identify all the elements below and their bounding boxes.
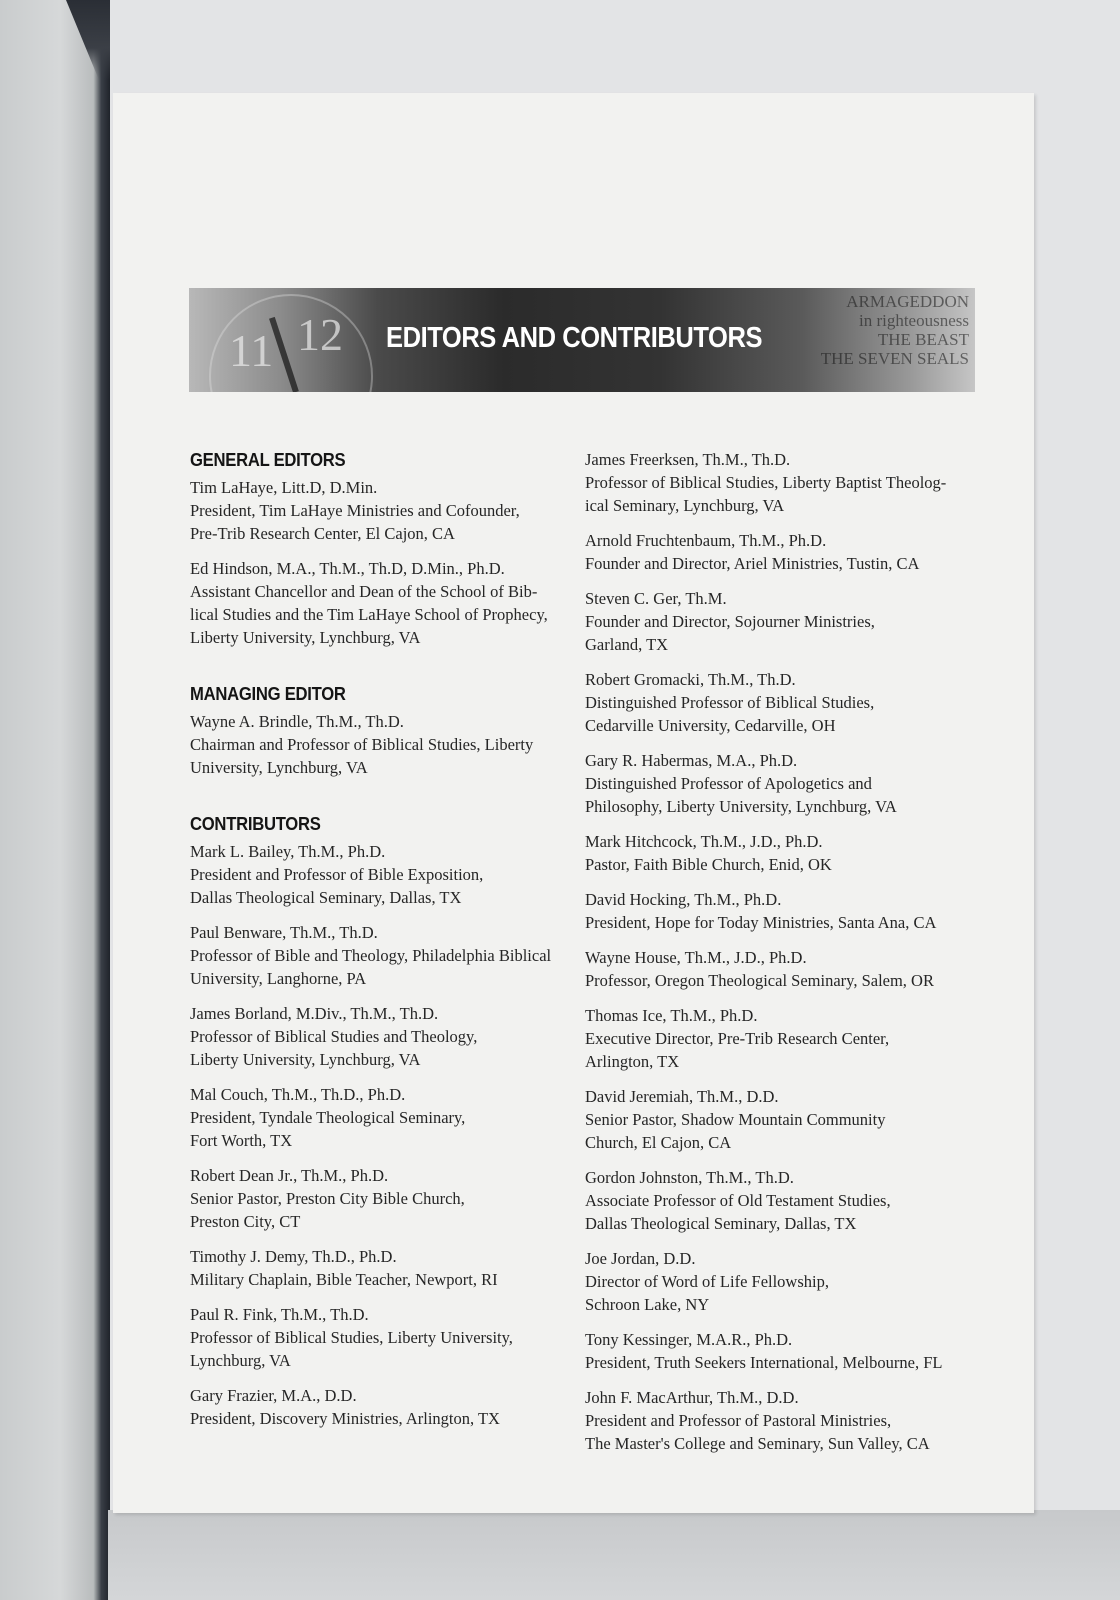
clock-numeral-12: 12 (297, 309, 343, 360)
book-page (113, 93, 1034, 1513)
section-contributors (190, 812, 570, 1430)
contributor-detail: Distinguished Professor of Apologetics and (585, 774, 872, 793)
contributor-detail: Founder and Director, Ariel Ministries, Tustin, CA (585, 554, 920, 573)
contributor-detail: Associate Professor of Old Testament Studies, (585, 1191, 891, 1210)
contributor-detail: University, Langhorne, PA (190, 969, 367, 988)
contributor-name: James Borland, M.Div., Th.M., Th.D. (190, 1004, 439, 1023)
section-banner (189, 288, 975, 392)
contributor-entry (190, 1164, 570, 1233)
contributor-detail: Pastor, Faith Bible Church, Enid, OK (585, 855, 832, 874)
contributor-detail: President, Discovery Ministries, Arlington, TX (190, 1409, 500, 1428)
contributor-name: Mark L. Bailey, Th.M., Ph.D. (190, 842, 386, 861)
contributor-detail: Director of Word of Life Fellowship, (585, 1272, 829, 1291)
contributor-detail: Church, El Cajon, CA (585, 1133, 732, 1152)
contributor-entry (585, 587, 965, 656)
page-stack-edge (108, 1510, 1120, 1600)
contributor-detail: Chairman and Professor of Biblical Studies, Liberty (190, 735, 534, 754)
contributor-name: Arnold Fruchtenbaum, Th.M., Ph.D. (585, 531, 827, 550)
contributor-name: Robert Gromacki, Th.M., Th.D. (585, 670, 796, 689)
contributor-detail: The Master's College and Seminary, Sun Valley, CA (585, 1434, 930, 1453)
clock-hand (269, 317, 299, 392)
contributor-entry (585, 1247, 965, 1316)
banner-ghost-line: THE SEVEN SEALS (820, 349, 969, 368)
contributor-entry (585, 1328, 965, 1374)
contributor-detail: ical Seminary, Lynchburg, VA (585, 496, 785, 515)
contributor-entry (585, 1004, 965, 1073)
contributor-name: Ed Hindson, M.A., Th.M., Th.D, D.Min., Ph.D. (190, 559, 505, 578)
contributor-name: Wayne House, Th.M., J.D., Ph.D. (585, 948, 807, 967)
contributor-detail: Military Chaplain, Bible Teacher, Newport, RI (190, 1270, 498, 1289)
contributor-detail: Garland, TX (585, 635, 669, 654)
contributor-entry (190, 1384, 570, 1430)
contributor-entry (585, 888, 965, 934)
contributor-entry (190, 1303, 570, 1372)
contributor-name: Wayne A. Brindle, Th.M., Th.D. (190, 712, 404, 731)
contributor-name: David Jeremiah, Th.M., D.D. (585, 1087, 779, 1106)
contributor-detail: Professor, Oregon Theological Seminary, Salem, OR (585, 971, 934, 990)
banner-ghost-line: in righteousness (858, 311, 969, 330)
contributor-entry (190, 840, 570, 909)
book-cover-edge (0, 0, 110, 1600)
contributor-detail: Founder and Director, Sojourner Ministries, (585, 612, 875, 631)
contributor-detail: President, Tyndale Theological Seminary, (190, 1108, 466, 1127)
contributor-name: John F. MacArthur, Th.M., D.D. (585, 1388, 799, 1407)
contributor-name: Mark Hitchcock, Th.M., J.D., Ph.D. (585, 832, 823, 851)
contributor-entry (190, 557, 570, 649)
banner-ghost-line: ARMAGEDDON (846, 292, 969, 311)
contributor-name: Steven C. Ger, Th.M. (585, 589, 727, 608)
contributor-name: Tim LaHaye, Litt.D, D.Min. (190, 478, 378, 497)
contributor-detail: Professor of Biblical Studies, Liberty Baptist Theolog- (585, 473, 947, 492)
contributor-detail: Lynchburg, VA (190, 1351, 291, 1370)
contributor-entry (190, 921, 570, 990)
section-general-editors (190, 448, 570, 649)
contributor-detail: Preston City, CT (190, 1212, 301, 1231)
contributor-name: David Hocking, Th.M., Ph.D. (585, 890, 782, 909)
contributor-detail: Schroon Lake, NY (585, 1295, 710, 1314)
contributor-name: Gary Frazier, M.A., D.D. (190, 1386, 357, 1405)
contributor-detail: Senior Pastor, Preston City Bible Church, (190, 1189, 465, 1208)
contributor-detail: Dallas Theological Seminary, Dallas, TX (585, 1214, 857, 1233)
contributor-detail: Pre-Trib Research Center, El Cajon, CA (190, 524, 455, 543)
left-column (190, 448, 570, 1463)
contributor-name: Joe Jordan, D.D. (585, 1249, 696, 1268)
contributor-detail: Cedarville University, Cedarville, OH (585, 716, 836, 735)
banner-ghost-line: THE BEAST (877, 330, 969, 349)
contributor-entry (585, 1085, 965, 1154)
contributor-detail: President and Professor of Bible Exposition, (190, 865, 484, 884)
contributor-entry (190, 1002, 570, 1071)
contributor-name: James Freerksen, Th.M., Th.D. (585, 450, 791, 469)
clock-face-image (209, 294, 373, 392)
contributor-detail: President, Hope for Today Ministries, Santa Ana, CA (585, 913, 937, 932)
contributor-name: Gary R. Habermas, M.A., Ph.D. (585, 751, 798, 770)
contributor-entry (190, 1245, 570, 1291)
contributor-detail: University, Lynchburg, VA (190, 758, 368, 777)
contributor-entry (585, 830, 965, 876)
contributor-entry (190, 476, 570, 545)
section-heading: MANAGING EDITOR (190, 683, 346, 704)
contributor-detail: Professor of Biblical Studies, Liberty University, (190, 1328, 513, 1347)
contributor-name: Mal Couch, Th.M., Th.D., Ph.D. (190, 1085, 406, 1104)
contributor-detail: Liberty University, Lynchburg, VA (190, 1050, 421, 1069)
contributor-entry (190, 1083, 570, 1152)
section-heading: GENERAL EDITORS (190, 449, 346, 470)
clock-numeral-11: 11 (229, 325, 274, 376)
contributor-detail: Senior Pastor, Shadow Mountain Community (585, 1110, 886, 1129)
contributor-entry (585, 749, 965, 818)
contributor-detail: President, Truth Seekers International, Melbourne, FL (585, 1353, 943, 1372)
contributor-detail: Fort Worth, TX (190, 1131, 293, 1150)
contributor-entry (585, 529, 965, 575)
banner-background-text (799, 292, 969, 388)
contributor-detail: Distinguished Professor of Biblical Studies, (585, 693, 875, 712)
contributor-name: Tony Kessinger, M.A.R., Ph.D. (585, 1330, 793, 1349)
contributor-entry (585, 448, 965, 517)
contributor-detail: Philosophy, Liberty University, Lynchburg, VA (585, 797, 897, 816)
contributor-name: Thomas Ice, Th.M., Ph.D. (585, 1006, 758, 1025)
contributor-detail: Professor of Biblical Studies and Theology, (190, 1027, 478, 1046)
section-heading: CONTRIBUTORS (190, 813, 321, 834)
contributor-entry (585, 1386, 965, 1455)
contributor-name: Robert Dean Jr., Th.M., Ph.D. (190, 1166, 389, 1185)
contributor-entry (585, 668, 965, 737)
contributor-detail: Arlington, TX (585, 1052, 680, 1071)
contributor-entry (585, 1166, 965, 1235)
contributor-detail: lical Studies and the Tim LaHaye School of Prophecy, (190, 605, 548, 624)
contributor-detail: Professor of Bible and Theology, Philadelphia Biblical (190, 946, 552, 965)
contributor-detail: Liberty University, Lynchburg, VA (190, 628, 421, 647)
page-title: EDITORS AND CONTRIBUTORS (386, 322, 763, 354)
contributor-detail: Assistant Chancellor and Dean of the School of Bib- (190, 582, 538, 601)
contributor-detail: President, Tim LaHaye Ministries and Cofounder, (190, 501, 520, 520)
section-managing-editor (190, 682, 570, 779)
contributor-entry (190, 710, 570, 779)
contributor-detail: Executive Director, Pre-Trib Research Center, (585, 1029, 890, 1048)
contributor-detail: Dallas Theological Seminary, Dallas, TX (190, 888, 462, 907)
contributor-name: Gordon Johnston, Th.M., Th.D. (585, 1168, 794, 1187)
contributor-name: Paul Benware, Th.M., Th.D. (190, 923, 378, 942)
contributor-entry (585, 946, 965, 992)
contributor-detail: President and Professor of Pastoral Ministries, (585, 1411, 892, 1430)
contributor-name: Paul R. Fink, Th.M., Th.D. (190, 1305, 369, 1324)
right-column (585, 448, 965, 1467)
contributor-name: Timothy J. Demy, Th.D., Ph.D. (190, 1247, 397, 1266)
